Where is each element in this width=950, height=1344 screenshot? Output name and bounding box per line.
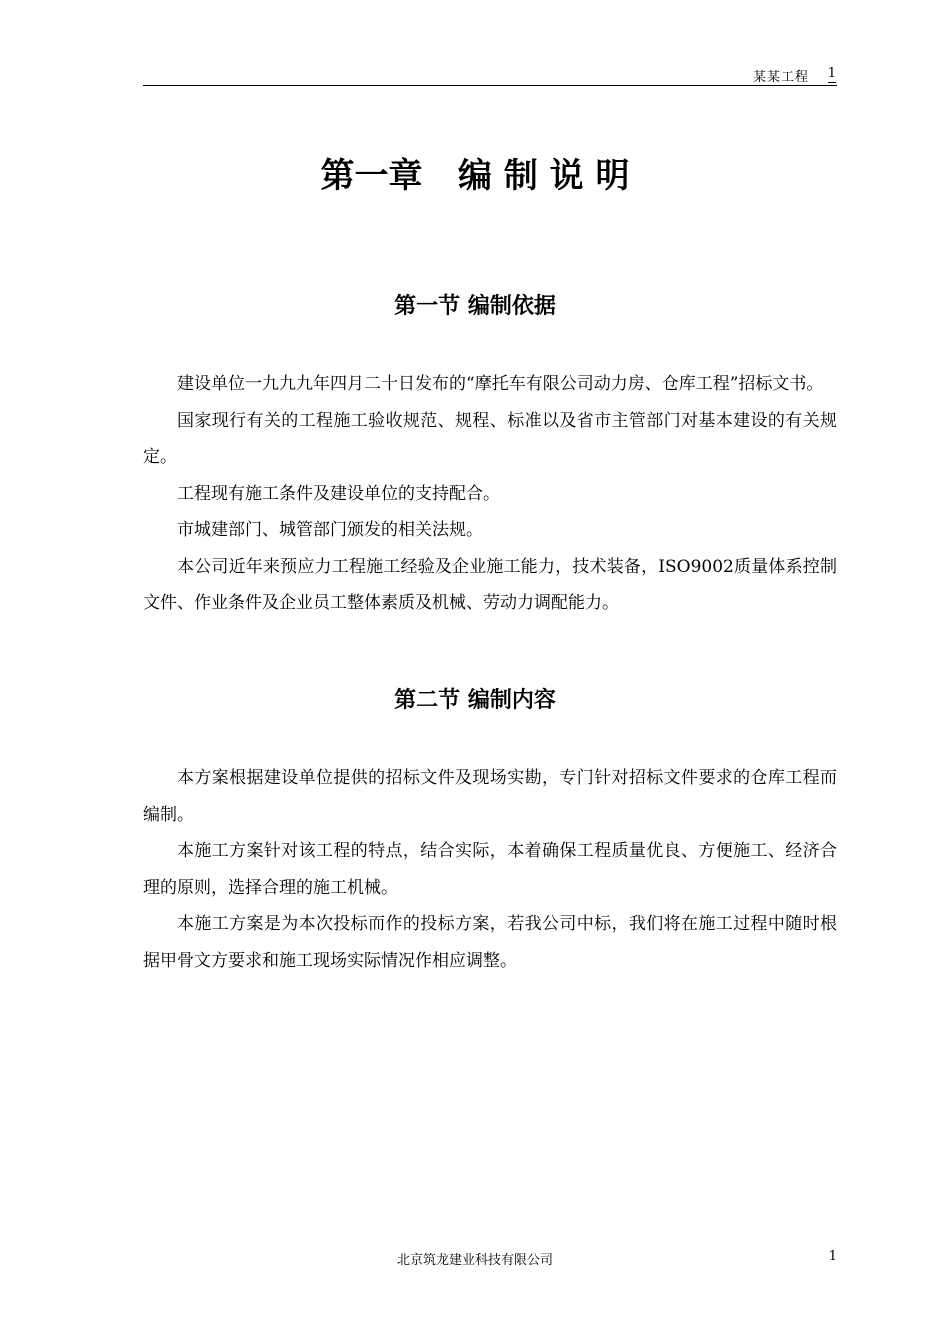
paragraph: 本施工方案针对该工程的特点，结合实际，本着确保工程质量优良、方便施工、经济合理的原则，选择合理的施工机械。 [143,841,837,898]
footer-page-number: 1 [828,1249,837,1264]
header-title: 某某工程 [752,70,809,85]
paragraph: 工程现有施工条件及建设单位的支持配合。 [177,483,500,504]
section-basis-body [143,366,837,622]
paragraph: 国家现行有关的工程施工验收规范、规程、标准以及省市主管部门对基本建设的有关规定。 [143,410,837,467]
paragraph: 本施工方案是为本次投标而作的投标方案，若我公司中标，我们将在施工过程中随时根据甲骨文方要求和施工现场实际情况作相应调整。 [143,914,837,971]
page-header [143,64,837,86]
chapter-title: 第一章 编 制 说 明 [320,156,630,196]
paragraph: 本公司近年来预应力工程施工经验及企业施工能力，技术装备，ISO9002质量体系控制文件、作业条件及企业员工整体素质及机械、劳动力调配能力。 [143,556,837,613]
footer-company: 北京筑龙建业科技有限公司 [396,1253,553,1268]
paragraph: 本方案根据建设单位提供的招标文件及现场实勘，专门针对招标文件要求的仓库工程而编制。 [143,768,837,825]
header-page-number: 1 [827,66,836,81]
paragraph: 市城建部门、城管部门颁发的相关法规。 [177,520,483,540]
paragraph: 建设单位一九九九年四月二十日发布的“摩托车有限公司动力房、仓库工程”招标文书。 [177,374,824,394]
section-title-content: 第二节 编制内容 [394,688,556,713]
section-content-body [143,760,837,979]
section-title-basis: 第一节 编制依据 [394,294,556,319]
